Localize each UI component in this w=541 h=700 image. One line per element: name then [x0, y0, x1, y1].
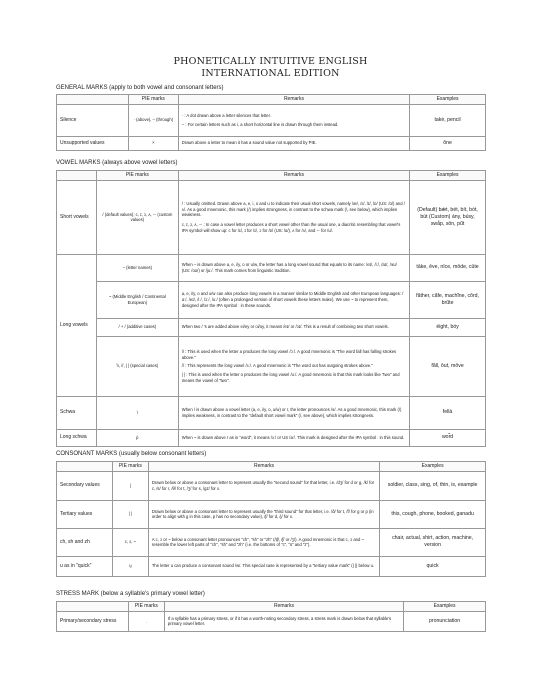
row-label: Tertiary values: [57, 500, 113, 528]
stress-mark-heading: STRESS MARK (below a syllable's primary vowel letter): [56, 591, 205, 597]
table-row: [57, 180, 486, 254]
col-header-empty: [57, 95, 129, 105]
example-cell: this, cough, phone, booked, ganadu: [380, 500, 486, 528]
vowel-marks-heading: VOWEL MARKS (always above vowel letters): [56, 160, 178, 166]
title-line-2: INTERNATIONAL EDITION: [201, 68, 340, 79]
col-header-pie: PIE marks: [96, 171, 178, 181]
col-header-empty: [57, 171, 97, 181]
pie-mark: \: [96, 396, 178, 429]
col-header-remarks: Remarks: [148, 462, 379, 472]
remarks-cell: A c, ɔ or ~ below a consonant letter pronounces "ch", "sh" or "zh" (/tʃ/, /ʃ/ or /ʒ/). A good mnemonic is that c, ɔ and ~ resemble the lower left parts of "ch", "sh" and "zh" (i.e. the bottoms of "c", "s" and "z").: [148, 528, 379, 556]
remark: | | : This is used when the letter o produces the long vowel /uː/. A good mnemonic is that this mark looks like "two" and means the vowel of "two".: [181, 372, 400, 383]
table-row: [57, 528, 486, 556]
general-marks-table: [56, 94, 486, 151]
col-header-empty: [57, 462, 113, 472]
pie-mark: ˌ: [128, 611, 164, 631]
remarks-cell: Drawn below or above a consonant letter to represent usually the "third sound" for that letter, i.e. /ð/ for t, /f/ for g or p (in order to align with g in this case, p has no secondary value), /ʃ/ for d, /j/ for x.: [148, 500, 379, 528]
table-row: [57, 500, 486, 528]
row-label: Secondary values: [57, 471, 113, 500]
table-row: [57, 281, 486, 318]
remarks-cell: [178, 336, 409, 396]
table-header-row: [57, 602, 486, 612]
table-row: [57, 471, 486, 500]
pie-mark: | |: [112, 500, 148, 528]
remarks-cell: When ~ is drawn above r as in "word", it means /ɜː/ or US /ɜr/. This mark is designed after the IPA symbol ː in this sound.: [178, 429, 409, 446]
pie-mark: \\, //, | | (special cases): [96, 336, 178, 396]
table-row: [57, 396, 486, 429]
remark: c, ɪ, ɔ, ʌ, ∼ : In case a vowel letter produces a short vowel other than the usual one, a diacritic resembling that vowel's IPA symbol will show up: c for /ɛ/, ɪ for /ɪ/, ɔ for /ɒ/ (US: /ɑ/), ʌ for /ʌ/, and ∼ for /ʊ/.: [181, 222, 401, 233]
pie-mark: ~ (Middle English / Continental European): [96, 281, 178, 318]
example-cell: pronunciation: [404, 611, 486, 631]
remarks-cell: a, e, i/y, o and u/w can also produce long vowels in a manner similar to Middle English and other European languages: /ɑː/, /eɪ/, /iː/, /ɔː/, /uː/ (often a prolonged version of short vowels these letters make). We use ~ to represent them, designed after the IPA symbol ː in these sounds.: [178, 281, 409, 318]
remarks-cell: When \ is drawn above a vowel letter (a, e, i/y, o, u/w) or r, the letter pronounces /ə/. As a good mnemonic, this mark (\) implies weakness, in contrast to the "default short vowel mark" (/, see above), which implies strongness.: [178, 396, 409, 429]
example-cell: fellà: [410, 396, 486, 429]
pie-mark: |: [112, 471, 148, 500]
example-cell: tāke, ēve, nīce, mōde, cūte: [410, 254, 486, 281]
col-header-pie: PIE marks: [128, 95, 178, 105]
table-row: [57, 318, 486, 336]
col-header-examples: Examples: [410, 95, 486, 105]
table-row: [57, 611, 486, 631]
example-cell: takė, pencil: [410, 104, 486, 136]
title-line-1: PHONETICALLY INTUITIVE ENGLISH: [173, 56, 368, 67]
example-cell: fãther, cãfe, machĩne, cõrd, brũte: [410, 281, 486, 318]
consonant-marks-table: [56, 461, 486, 577]
vowel-marks-table: [56, 170, 486, 447]
pie-mark: ų: [112, 556, 148, 576]
example-cell: soldier, class, sing, of, thin, is, example: [380, 471, 486, 500]
table-row: [57, 136, 486, 150]
example-cell: fȁll, ǒut, mǒve: [410, 336, 486, 396]
row-label: Short vowels: [57, 180, 97, 254]
pie-mark: / (default values); c, ɪ, ɔ, ʌ, ∼ (custom values): [96, 180, 178, 254]
general-marks-heading: GENERAL MARKS (apply to both vowel and consonant letters): [56, 85, 224, 91]
table-row: [57, 254, 486, 281]
table-row: [57, 429, 486, 446]
example-cell: éight, bóy: [410, 318, 486, 336]
col-header-pie: PIE marks: [128, 602, 164, 612]
remarks-cell: When – is drawn above a, e, i/y, o or u/w, the letter has a long vowel sound that equals to its name: /eɪ/, /iː/, /aɪ/, /əʊ/ (US: /oʊ/) or /juː/. This mark comes from linguistic tradition.: [178, 254, 409, 281]
pie-mark: / + / (additive cases): [96, 318, 178, 336]
remarks-cell: If a syllable has a primary stress, or if it has a worth-noting secondary stress, a stress mark is drawn below that syllable's primary vowel letter.: [164, 611, 403, 631]
row-label: ch, sh and zh: [57, 528, 113, 556]
consonant-marks-heading: CONSONANT MARKS (usually below consonant letters): [56, 451, 207, 457]
row-label: Silence: [57, 104, 129, 136]
example-cell: chair, actual, shirt, action, machine, version: [380, 528, 486, 556]
stress-mark-table: [56, 601, 486, 632]
remark: – : For certain letters such as i, a short horizontal line is drawn through them instead.: [181, 122, 339, 128]
remarks-cell: The letter u can produce a consonant sound /w/. This special case is represented by a "tertiary value mark" (| |) below u.: [148, 556, 379, 576]
row-label: Long vowels: [57, 254, 97, 396]
remarks-cell: [178, 180, 409, 254]
example-cell: quick: [380, 556, 486, 576]
remark: / : Usually omitted. Drawn above a, e, i, o and u to indicate their usual short vowels, namely /æ/, /ɛ/, /ɪ/, /ɒ/ (US: /ɑ/) and /ʌ/. As a good mnemonic, this mark (/) implies strongness, in contrast to the schwa mark (\, see below), which implies weakness.: [181, 201, 405, 218]
pie-mark: ṗ: [96, 429, 178, 446]
pie-mark: ×: [128, 136, 178, 150]
pie-mark: – (letter names): [96, 254, 178, 281]
row-label: Long schwa: [57, 429, 97, 446]
col-header-remarks: Remarks: [164, 602, 403, 612]
remarks-cell: When two / 's are added above ei/ey or oi/oy, it means /eɪ/ or /ɔɪ/. This is a result of combining two short vowels.: [178, 318, 409, 336]
table-header-row: [57, 171, 486, 181]
table-row: [57, 556, 486, 576]
table-header-row: [57, 462, 486, 472]
col-header-remarks: Remarks: [178, 171, 409, 181]
example-cell: wor̃d: [410, 429, 486, 446]
table-row: [57, 336, 486, 396]
remarks-cell: Drawn below or above a consonant letter to represent usually the "second sound" for that letter, i.e. /dʒ/ for d or g, /k/ for c, /s/ for r, /θ/ for t, /ʒ/ for s, /gz/ for x.: [148, 471, 379, 500]
row-label: Unsupported values: [57, 136, 129, 150]
example-cell: ône: [410, 136, 486, 150]
row-label: Schwa: [57, 396, 97, 429]
pie-mark: c, ɔ, ~: [112, 528, 148, 556]
col-header-empty: [57, 602, 129, 612]
row-label: Primary/secondary stress: [57, 611, 129, 631]
remark: \\ : This is used when the letter a produces the long vowel /ɔː/. A good mnemonic is "The word fall has falling strokes above.": [181, 349, 397, 360]
col-header-examples: Examples: [404, 602, 486, 612]
remark: // : This represents the long vowel /ɜː/. A good mnemonic is "The word out has outgoing strokes above.": [181, 363, 373, 369]
example-cell: (Default) bǽt, bét, bít, bót, bút (Custom) ány, búsy, swǻp, sǒn, pűt: [410, 180, 486, 254]
pie-mark: · (above), – (through): [128, 104, 178, 136]
table-header-row: [57, 95, 486, 105]
col-header-examples: Examples: [380, 462, 486, 472]
remarks-cell: Drawn above a letter to mean it has a sound value not supported by PIE.: [178, 136, 409, 150]
table-row: [57, 104, 486, 136]
col-header-remarks: Remarks: [178, 95, 409, 105]
col-header-examples: Examples: [410, 171, 486, 181]
remark: · : A dot drawn above a letter silences that letter.: [181, 112, 271, 118]
row-label: u as in "quick": [57, 556, 113, 576]
remarks-cell: [178, 104, 409, 136]
col-header-pie: PIE marks: [112, 462, 148, 472]
